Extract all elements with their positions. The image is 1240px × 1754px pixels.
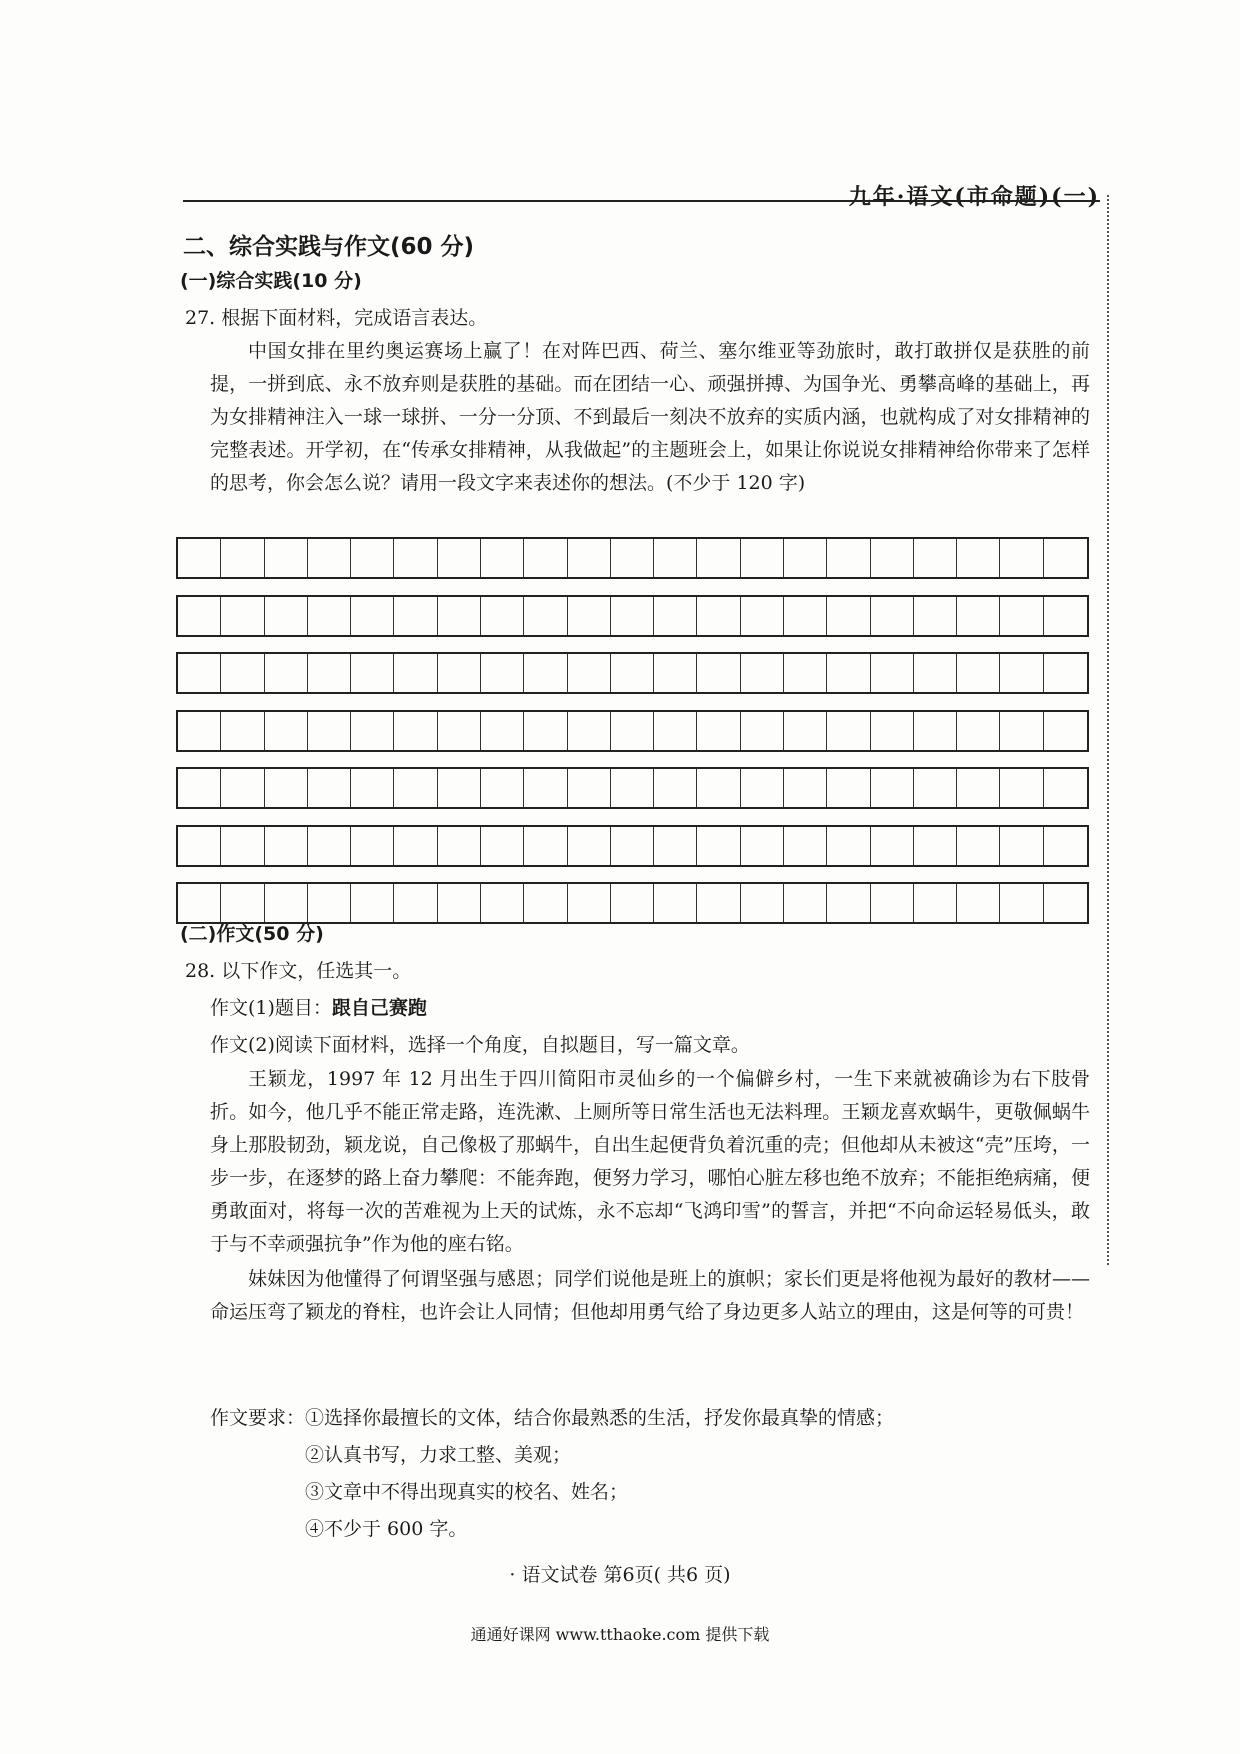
answer-grid-cell[interactable]	[265, 712, 308, 750]
answer-grid-cell[interactable]	[957, 884, 1000, 922]
answer-grid-cell[interactable]	[438, 827, 481, 865]
answer-grid-row	[176, 825, 1089, 867]
answer-grid-cell[interactable]	[265, 597, 308, 635]
answer-grid-cell[interactable]	[308, 827, 351, 865]
answer-grid-cell[interactable]	[697, 597, 740, 635]
answer-grid-cell[interactable]	[697, 827, 740, 865]
answer-grid-row	[176, 767, 1089, 809]
answer-grid-row	[176, 537, 1089, 579]
answer-grid-cell[interactable]	[957, 597, 1000, 635]
answer-grid-cell[interactable]	[871, 597, 914, 635]
answer-grid-cell[interactable]	[654, 539, 697, 577]
download-site: 通通好课网 www.tthaoke.com 提供下载	[470, 1625, 770, 1644]
answer-grid-cell[interactable]	[957, 827, 1000, 865]
answer-grid-cell[interactable]	[1000, 827, 1043, 865]
answer-grid-cell[interactable]	[1044, 712, 1087, 750]
answer-grid-cell[interactable]	[394, 827, 437, 865]
answer-grid-cell[interactable]	[1044, 827, 1087, 865]
answer-grid-cell[interactable]	[438, 769, 481, 807]
answer-grid-cell[interactable]	[265, 827, 308, 865]
answer-grid-cell[interactable]	[871, 654, 914, 692]
answer-grid-cell[interactable]	[654, 769, 697, 807]
answer-grid-cell[interactable]	[611, 827, 654, 865]
answer-grid-cell[interactable]	[871, 884, 914, 922]
answer-grid-cell[interactable]	[914, 712, 957, 750]
answer-grid-cell[interactable]	[611, 654, 654, 692]
answer-grid-cell[interactable]	[871, 539, 914, 577]
question-27-material: 中国女排在里约奥运赛场上赢了！在对阵巴西、荷兰、塞尔维亚等劲旅时，敢打敢拼仅是获胜的前提，一拼到底、永不放弃则是获胜的基础。而在团结一心、顽强拼搏、为国争光、勇攀高峰的基础上，再为女排精神注入一球一球拼、一分一分顶、不到最后一刻决不放弃的实质内涵，也就构成了对女排精神的完整表述。开学初，在“传承女排精神，从我做起”的主题班会上，如果让你说说女排精神给你带来了怎样的思考，你会怎么说？请用一段文字来表述你的想法。(不少于 120 字)	[210, 340, 1090, 494]
answer-grid-cell[interactable]	[611, 539, 654, 577]
answer-grid-cell[interactable]	[1000, 597, 1043, 635]
answer-grid[interactable]	[176, 537, 1089, 940]
answer-grid-cell[interactable]	[1044, 884, 1087, 922]
part2-title: (二)作文(50 分)	[180, 923, 324, 945]
answer-grid-cell[interactable]	[784, 539, 827, 577]
question-28: 28. 以下作文，任选其一。	[185, 960, 412, 982]
page-footer: · 语文试卷 第6页( 共6 页)	[509, 1564, 731, 1586]
header-rule	[183, 200, 1100, 202]
answer-grid-cell[interactable]	[221, 597, 264, 635]
answer-grid-cell[interactable]	[654, 827, 697, 865]
answer-grid-cell[interactable]	[221, 712, 264, 750]
answer-grid-cell[interactable]	[351, 827, 394, 865]
part1-title: (一)综合实践(10 分)	[180, 270, 362, 292]
answer-grid-cell[interactable]	[784, 827, 827, 865]
answer-grid-cell[interactable]	[784, 712, 827, 750]
answer-grid-cell[interactable]	[351, 597, 394, 635]
option-1-topic: 跟自己赛跑	[331, 997, 427, 1019]
answer-grid-cell[interactable]	[481, 654, 524, 692]
answer-grid-cell[interactable]	[265, 884, 308, 922]
requirements-label	[210, 1403, 894, 1430]
answer-grid-cell[interactable]	[827, 884, 870, 922]
answer-grid-cell[interactable]	[871, 712, 914, 750]
answer-grid-cell[interactable]	[568, 712, 611, 750]
answer-grid-cell[interactable]	[914, 539, 957, 577]
answer-grid-cell[interactable]	[308, 884, 351, 922]
answer-grid-cell[interactable]	[221, 539, 264, 577]
answer-grid-row	[176, 652, 1089, 694]
answer-grid-cell[interactable]	[1044, 597, 1087, 635]
answer-grid-row	[176, 595, 1089, 637]
answer-grid-cell[interactable]	[438, 597, 481, 635]
answer-grid-cell[interactable]	[394, 539, 437, 577]
answer-grid-cell[interactable]	[784, 769, 827, 807]
answer-grid-cell[interactable]	[654, 884, 697, 922]
answer-grid-cell[interactable]	[351, 539, 394, 577]
answer-grid-cell[interactable]	[1000, 654, 1043, 692]
answer-grid-cell[interactable]	[481, 539, 524, 577]
answer-grid-cell[interactable]	[957, 539, 1000, 577]
answer-grid-cell[interactable]	[957, 712, 1000, 750]
answer-grid-cell[interactable]	[1000, 712, 1043, 750]
answer-grid-cell[interactable]	[394, 884, 437, 922]
answer-grid-cell[interactable]	[221, 827, 264, 865]
answer-grid-cell[interactable]	[265, 654, 308, 692]
answer-grid-cell[interactable]	[178, 539, 221, 577]
answer-grid-cell[interactable]	[1044, 654, 1087, 692]
answer-grid-cell[interactable]	[611, 712, 654, 750]
answer-grid-cell[interactable]	[265, 539, 308, 577]
answer-grid-cell[interactable]	[265, 769, 308, 807]
question-28-material	[210, 1063, 1090, 1329]
answer-grid-cell[interactable]	[481, 712, 524, 750]
answer-grid-cell[interactable]	[394, 654, 437, 692]
answer-grid-row	[176, 710, 1089, 752]
answer-grid-cell[interactable]	[221, 884, 264, 922]
answer-grid-cell[interactable]	[914, 597, 957, 635]
answer-grid-cell[interactable]	[178, 827, 221, 865]
answer-grid-cell[interactable]	[827, 712, 870, 750]
answer-grid-cell[interactable]	[568, 539, 611, 577]
answer-grid-cell[interactable]	[741, 539, 784, 577]
answer-grid-cell[interactable]	[568, 654, 611, 692]
answer-grid-cell[interactable]	[697, 539, 740, 577]
option-1-prefix: 作文(1)题目：	[210, 997, 332, 1019]
material-paragraph-2: 妹妹因为他懂得了何谓坚强与感恩；同学们说他是班上的旗帜；家长们更是将他视为最好的教材——命运压弯了颖龙的脊柱，也许会让人同情；但他却用勇气给了身边更多人站立的理由，这是何等的可贵！	[210, 1268, 1090, 1323]
answer-grid-cell[interactable]	[438, 539, 481, 577]
answer-grid-cell[interactable]	[308, 769, 351, 807]
answer-grid-cell[interactable]	[178, 712, 221, 750]
option-1	[210, 993, 427, 1020]
answer-grid-cell[interactable]	[351, 884, 394, 922]
answer-grid-cell[interactable]	[697, 712, 740, 750]
answer-grid-cell[interactable]	[524, 597, 567, 635]
answer-grid-cell[interactable]	[351, 654, 394, 692]
answer-grid-cell[interactable]	[827, 597, 870, 635]
answer-grid-cell[interactable]	[481, 827, 524, 865]
answer-grid-cell[interactable]	[308, 597, 351, 635]
answer-grid-cell[interactable]	[481, 597, 524, 635]
answer-grid-cell[interactable]	[308, 712, 351, 750]
binding-margin-line	[1107, 195, 1109, 1265]
answer-grid-cell[interactable]	[697, 884, 740, 922]
answer-grid-cell[interactable]	[351, 769, 394, 807]
question-27: 27. 根据下面材料，完成语言表达。	[185, 307, 488, 329]
answer-grid-cell[interactable]	[654, 654, 697, 692]
answer-grid-cell[interactable]	[1000, 539, 1043, 577]
answer-grid-cell[interactable]	[741, 827, 784, 865]
answer-grid-cell[interactable]	[957, 769, 1000, 807]
header-title: 九年·语文(市命题)(一)	[848, 184, 1100, 210]
section-title: 二、综合实践与作文(60 分)	[183, 234, 475, 260]
answer-grid-cell[interactable]	[827, 539, 870, 577]
material-paragraph-1: 王颖龙，1997 年 12 月出生于四川简阳市灵仙乡的一个偏僻乡村，一生下来就被确诊为右下肢骨折。如今，他几乎不能正常走路，连洗漱、上厕所等日常生活也无法料理。王颖龙喜欢蜗牛，更敬佩蜗牛身上那股韧劲，颖龙说，自己像极了那蜗牛，自出生起便背负着沉重的壳；但他却从未被这“壳”压垮，一步一步，在逐梦的路上奋力攀爬：不能奔跑，便努力学习，哪怕心脏左移也绝不放弃；不能拒绝病痛，便勇敢面对，将每一次的苦难视为上天的试炼，永不忘却“飞鸿印雪”的誓言，并把“不向命运轻易低头，敢于与不幸顽强抗争”作为他的座右铭。	[210, 1068, 1090, 1255]
answer-grid-cell[interactable]	[1044, 769, 1087, 807]
answer-grid-cell[interactable]	[351, 712, 394, 750]
answer-grid-cell[interactable]	[914, 654, 957, 692]
answer-grid-cell[interactable]	[871, 769, 914, 807]
answer-grid-cell[interactable]	[178, 654, 221, 692]
answer-grid-cell[interactable]	[568, 769, 611, 807]
answer-grid-cell[interactable]	[741, 597, 784, 635]
answer-grid-cell[interactable]	[524, 712, 567, 750]
answer-grid-cell[interactable]	[741, 654, 784, 692]
answer-grid-cell[interactable]	[914, 884, 957, 922]
answer-grid-cell[interactable]	[1000, 884, 1043, 922]
answer-grid-cell[interactable]	[827, 827, 870, 865]
answer-grid-cell[interactable]	[697, 654, 740, 692]
answer-grid-cell[interactable]	[178, 884, 221, 922]
answer-grid-cell[interactable]	[394, 597, 437, 635]
answer-grid-cell[interactable]	[611, 769, 654, 807]
answer-grid-cell[interactable]	[741, 712, 784, 750]
answer-grid-cell[interactable]	[221, 654, 264, 692]
answer-grid-cell[interactable]	[524, 827, 567, 865]
answer-grid-cell[interactable]	[481, 884, 524, 922]
answer-grid-cell[interactable]	[741, 769, 784, 807]
answer-grid-cell[interactable]	[827, 654, 870, 692]
answer-grid-cell[interactable]	[914, 827, 957, 865]
requirements-prefix: 作文要求：	[210, 1407, 306, 1429]
answer-grid-cell[interactable]	[568, 827, 611, 865]
answer-grid-cell[interactable]	[611, 884, 654, 922]
answer-grid-cell[interactable]	[524, 654, 567, 692]
answer-grid-cell[interactable]	[697, 769, 740, 807]
answer-grid-cell[interactable]	[438, 654, 481, 692]
answer-grid-cell[interactable]	[871, 827, 914, 865]
answer-grid-cell[interactable]	[178, 769, 221, 807]
answer-grid-cell[interactable]	[568, 884, 611, 922]
answer-grid-cell[interactable]	[957, 654, 1000, 692]
requirement-2: ②认真书写，力求工整、美观；	[305, 1444, 572, 1466]
answer-grid-cell[interactable]	[784, 654, 827, 692]
answer-grid-cell[interactable]	[481, 769, 524, 807]
answer-grid-cell[interactable]	[221, 769, 264, 807]
answer-grid-cell[interactable]	[654, 597, 697, 635]
requirement-3: ③文章中不得出现真实的校名、姓名；	[305, 1481, 629, 1503]
answer-grid-cell[interactable]	[308, 654, 351, 692]
answer-grid-cell[interactable]	[741, 884, 784, 922]
option-2: 作文(2)阅读下面材料，选择一个角度，自拟题目，写一篇文章。	[210, 1034, 750, 1056]
answer-grid-cell[interactable]	[914, 769, 957, 807]
answer-grid-cell[interactable]	[394, 712, 437, 750]
requirement-1: ①选择你最擅长的文体，结合你最熟悉的生活，抒发你最真挚的情感；	[305, 1407, 895, 1429]
answer-grid-cell[interactable]	[1000, 769, 1043, 807]
answer-grid-cell[interactable]	[827, 769, 870, 807]
answer-grid-cell[interactable]	[568, 597, 611, 635]
answer-grid-cell[interactable]	[438, 884, 481, 922]
answer-grid-cell[interactable]	[438, 712, 481, 750]
answer-grid-cell[interactable]	[394, 769, 437, 807]
answer-grid-cell[interactable]	[178, 597, 221, 635]
answer-grid-cell[interactable]	[654, 712, 697, 750]
answer-grid-cell[interactable]	[524, 539, 567, 577]
answer-grid-cell[interactable]	[784, 884, 827, 922]
answer-grid-cell[interactable]	[524, 769, 567, 807]
requirement-4: ④不少于 600 字。	[305, 1518, 468, 1540]
answer-grid-cell[interactable]	[524, 884, 567, 922]
answer-grid-cell[interactable]	[308, 539, 351, 577]
answer-grid-cell[interactable]	[611, 597, 654, 635]
answer-grid-cell[interactable]	[1044, 539, 1087, 577]
answer-grid-cell[interactable]	[784, 597, 827, 635]
